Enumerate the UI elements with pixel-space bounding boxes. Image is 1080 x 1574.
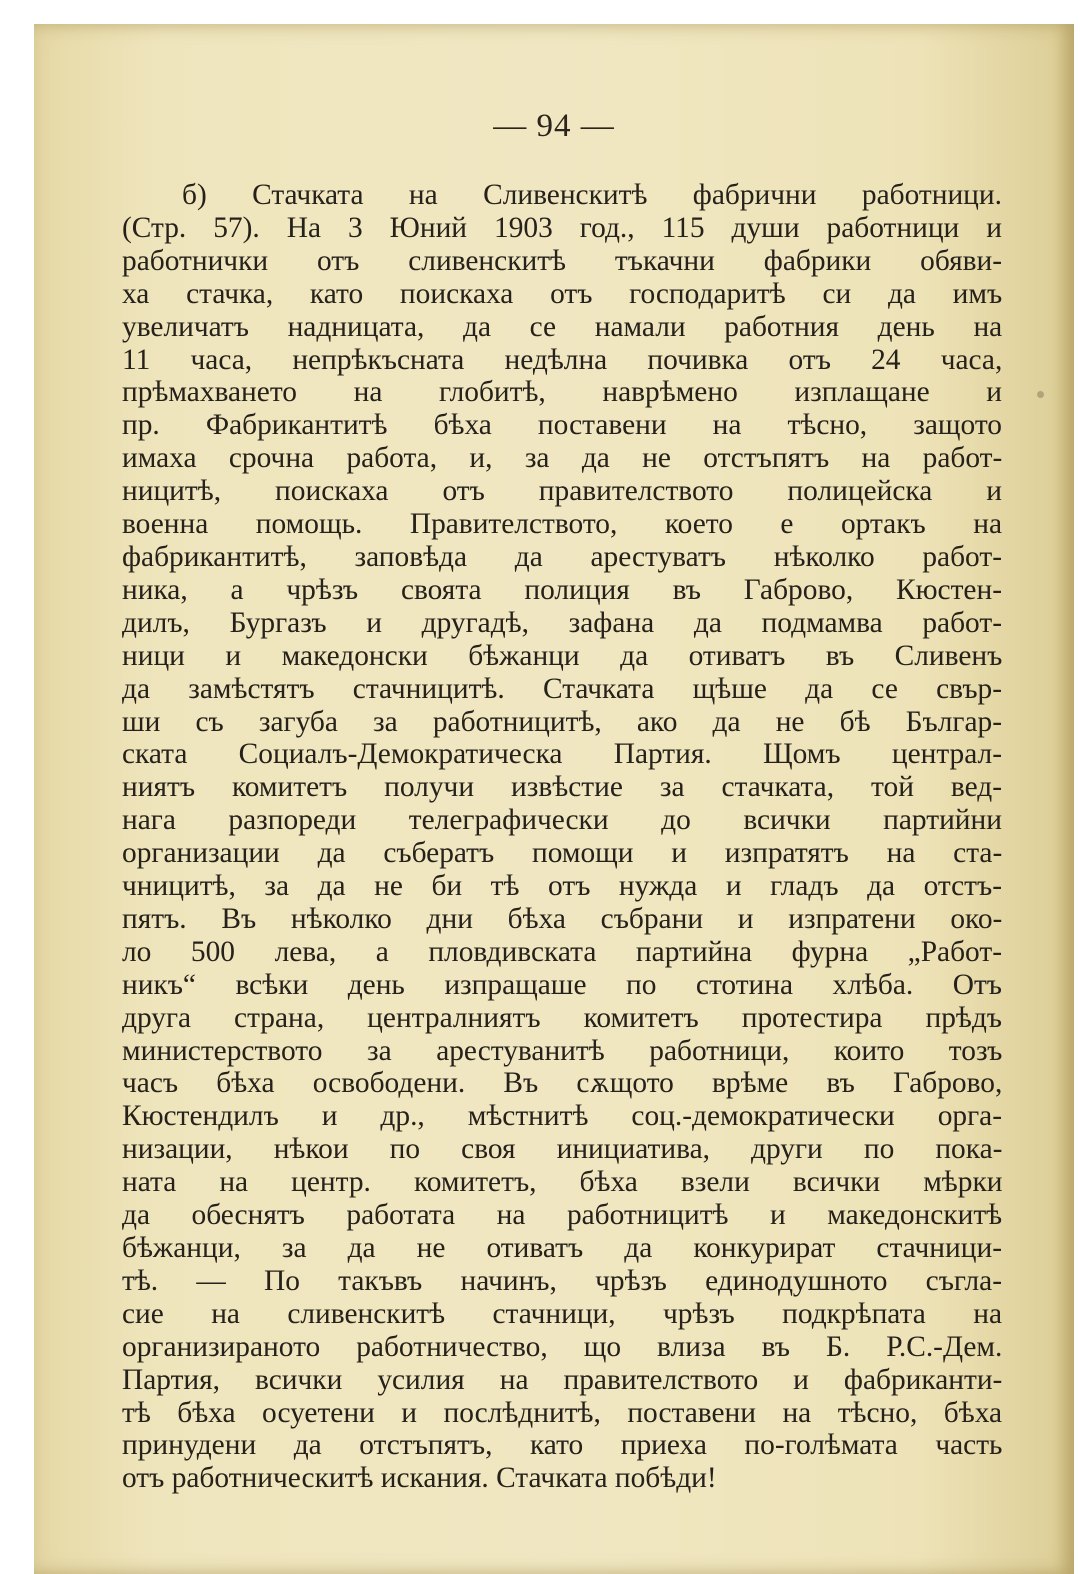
text-line: пр. Фабрикантитѣ бѣха поставени на тѣсно, защото bbox=[122, 409, 1002, 442]
text-line: министерството за арестуванитѣ работници, които тозъ bbox=[122, 1034, 1003, 1067]
text-line: Партия, всички усилия на правителството и фабриканти- bbox=[122, 1363, 1003, 1396]
paper-sheet bbox=[34, 24, 1074, 1574]
text-line: да обеснятъ работата на работницитѣ и македонскитѣ bbox=[122, 1199, 1003, 1232]
text-line: ници и македонски бѣжанци да отиватъ въ Сливенъ bbox=[122, 639, 1003, 672]
text-line: ниятъ комитетъ получи извѣстие за стачката, той вед- bbox=[122, 771, 1002, 804]
text-line: увеличатъ надницата, да се намали работния день на bbox=[122, 310, 1003, 343]
text-line: 11 часа, непрѣкъсната недѣлна почивка отъ 24 часа, bbox=[122, 343, 1003, 376]
text-line: низации, нѣкои по своя инициатива, други по пока- bbox=[122, 1133, 1003, 1166]
text-line: друга страна, централниятъ комитетъ протестира прѣдъ bbox=[122, 1001, 1002, 1034]
text-line: отъ работническитѣ искания. Стачката побѣди! bbox=[122, 1462, 717, 1495]
body-paragraph bbox=[122, 179, 1002, 1495]
text-line: принудени да отстъпятъ, като приеха по-голѣмата часть bbox=[122, 1429, 1003, 1462]
ink-speck bbox=[1037, 391, 1044, 398]
text-line: чницитѣ, за да не би тѣ отъ нужда и гладъ да отстъ- bbox=[122, 870, 1002, 903]
text-line: часъ бѣха освободени. Въ сѫщото врѣме въ Габрово, bbox=[122, 1067, 1003, 1100]
text-line: (Стр. 57). На 3 Юний 1903 год., 115 души работници и bbox=[122, 211, 1002, 244]
text-line: б) Стачката на Сливенскитѣ фабрични работници. bbox=[182, 179, 1002, 211]
text-line: организации да събератъ помощи и изпратятъ на ста- bbox=[122, 837, 1003, 870]
text-line: организираното работничество, що влиза въ Б. Р.С.-Дем. bbox=[122, 1330, 1003, 1363]
text-line: бѣжанци, за да не отиватъ да конкурират стачници- bbox=[122, 1232, 1002, 1264]
text-line: военна помощь. Правителството, което е ортакъ на bbox=[122, 508, 1002, 541]
text-line: ши съ загуба за работницитѣ, ако да не бѣ Българ- bbox=[122, 705, 1002, 738]
text-line: прѣмахването на глобитѣ, наврѣмено изплащане и bbox=[122, 376, 1002, 409]
text-line: ха стачка, като поискаха отъ господаритѣ си да имъ bbox=[122, 277, 1003, 310]
text-line: ло 500 лева, а пловдивската партийна фурна „Работ- bbox=[122, 935, 1002, 968]
text-line: фабрикантитѣ, заповѣда да арестуватъ нѣколко работ- bbox=[122, 540, 1002, 573]
text-line: ната на центр. комитетъ, бѣха взели всички мѣрки bbox=[122, 1166, 1003, 1199]
page-number: — 94 — bbox=[493, 108, 615, 144]
text-line: дилъ, Бургазъ и другадѣ, зафана да подмамва работ- bbox=[122, 606, 1002, 639]
text-line: Кюстендилъ и др., мѣстнитѣ соц.-демократически орга- bbox=[122, 1100, 1002, 1133]
text-line: ската Социалъ-Демократическа Партия. Щомъ централ- bbox=[122, 738, 1002, 771]
text-line: работнички отъ сливенскитѣ тъкачни фабрики обяви- bbox=[122, 244, 1002, 277]
text-line: нага разпореди телеграфически до всички партийни bbox=[122, 804, 1002, 837]
text-line: да замѣстятъ стачницитѣ. Стачката щѣше да се свър- bbox=[122, 672, 1002, 705]
text-line: ника, а чрѣзъ своята полиция въ Габрово, Кюстен- bbox=[122, 573, 1002, 606]
text-line: имаха срочна работа, и, за да не отстъпятъ на работ- bbox=[122, 442, 1003, 475]
text-line: сие на сливенскитѣ стачници, чрѣзъ подкрѣпата на bbox=[122, 1297, 1002, 1330]
text-line: пятъ. Въ нѣколко дни бѣха събрани и изпратени око- bbox=[122, 902, 1003, 935]
text-line: ницитѣ, поискаха отъ правителството полицейска и bbox=[122, 475, 1002, 508]
text-line: тѣ бѣха осуетени и послѣднитѣ, поставени на тѣсно, бѣха bbox=[122, 1396, 1003, 1429]
text-line: никъ“ всѣки день изпращаше по стотина хлѣба. Отъ bbox=[122, 968, 1002, 1001]
text-line: тѣ. — По такъвъ начинъ, чрѣзъ единодушното съгла- bbox=[122, 1264, 1002, 1297]
